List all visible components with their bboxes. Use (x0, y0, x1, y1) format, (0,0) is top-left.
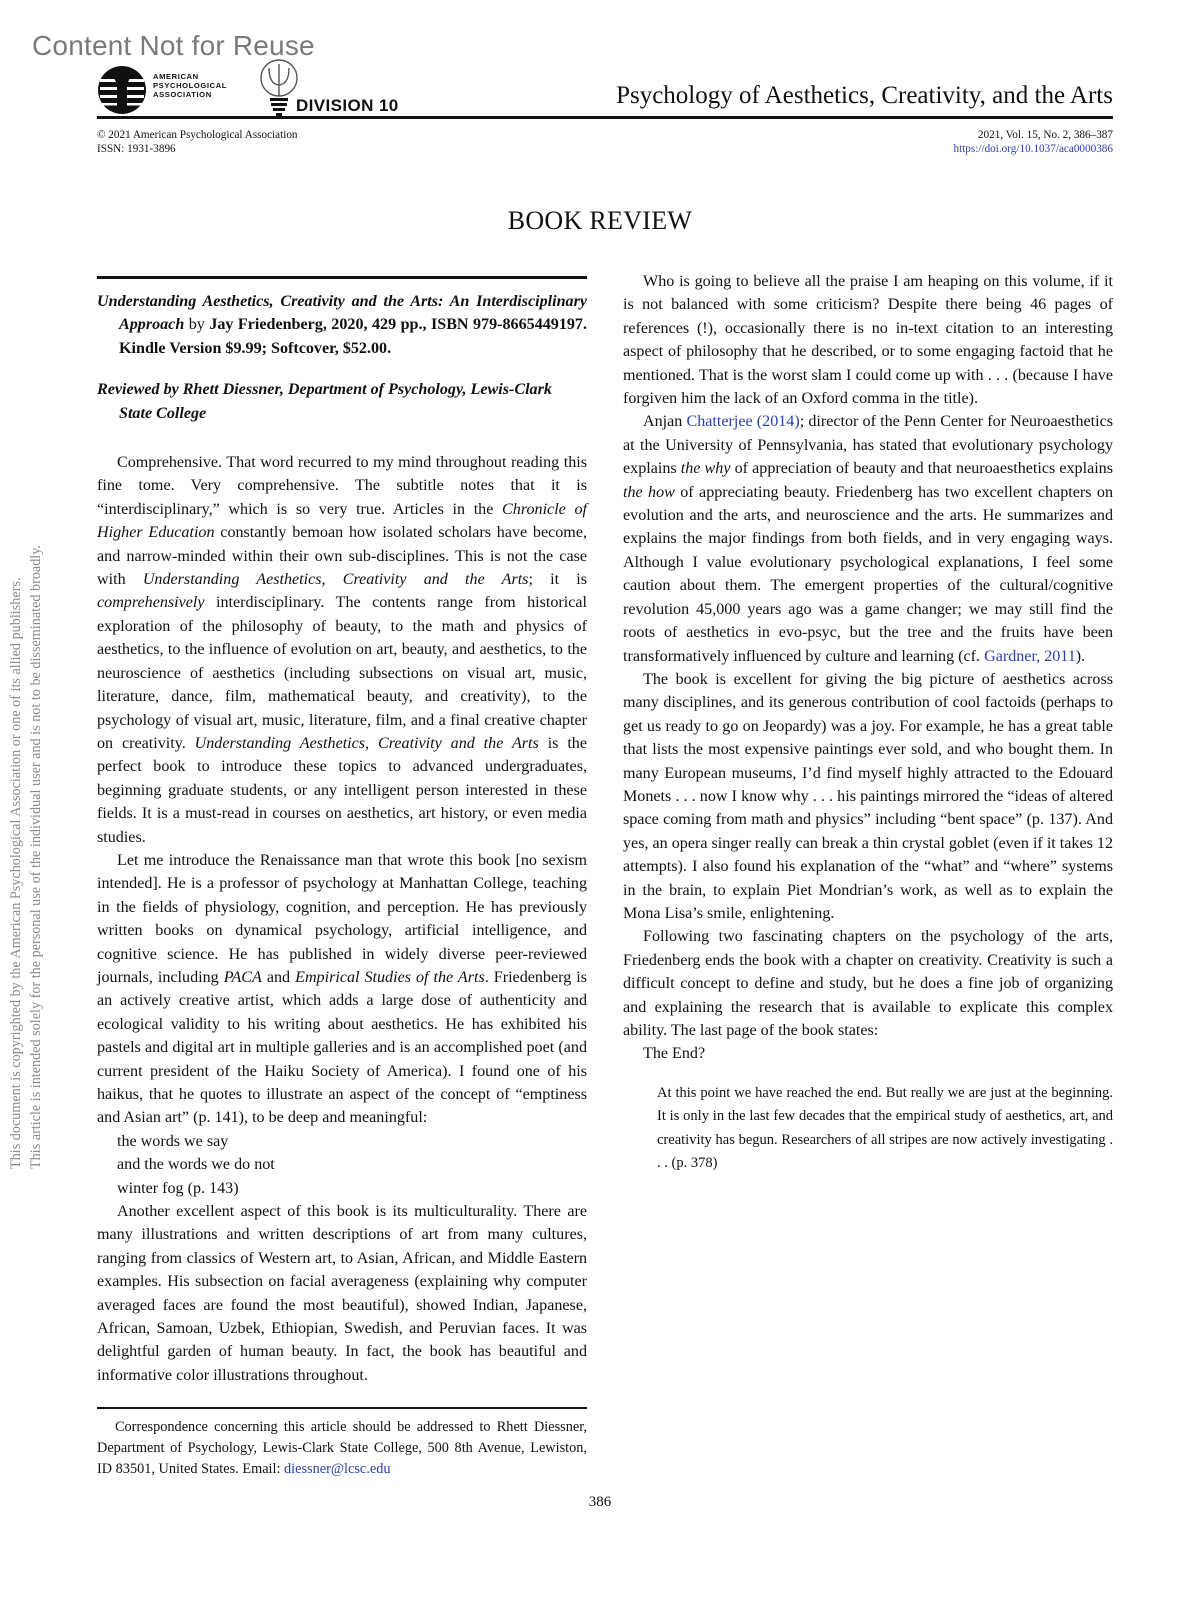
block-quote: At this point we have reached the end. But really we are just at the beginning. It is only in the last few decades that the empirical study of aesthetics, art, and creativity has begun. Researchers of all stripes are now actively investigating . . . (p. 378) (657, 1084, 1113, 1172)
copyright-notice-line-2: This article is intended solely for the personal use of the individual user and is not to be disseminated broadly. (28, 545, 44, 1169)
page-number: 386 (588, 1494, 612, 1510)
email-link[interactable]: diessner@lcsc.edu (284, 1461, 391, 1477)
paragraph-6: The book is excellent for giving the big picture of aesthetics across many disciplines, and its generous contribution of cool factoids (perhaps to get us ready to go on Jeopardy) was a joy. For example, he has a great table that lists the most expensive paintings ever sold, and who bought them. In many European museums, I’d find myself highly attracted to the Edouard Monets . . . now I know why . . . his paintings mirrored the “ideas of altered space coming from math and physics” including “bent space” (p. 137). And yes, an opera singer really can break a thin crystal goblet (even if it takes 12 attempts). I also found his explanation of the “what” and “where” systems in the brain, to explain Piet Mondrian’s work, as well as to explain the Mona Lisa’s smile, enlightening. (623, 670, 1113, 922)
book-citation (97, 290, 587, 360)
book-title: Understanding Aesthetics, Creativity and the Arts: An Interdisciplinary Approach (97, 293, 587, 334)
text-run: . Friedenberg is an actively creative artist, which adds a large dose of authenticity and ecological validity to his writing about aesthetics. He has exhibited his pastels and digital art in multiple galleries and is an accomplished poet (and current president of the Haiku Society of America). I found one of his haikus, that he quotes to illustrate an aspect of the concept of “emptiness and Asian art” (p. 141), to be deep and meaningful: (97, 968, 587, 1127)
volume-line: 2021, Vol. 15, No. 2, 386–387 (977, 129, 1113, 141)
footnote-text: Correspondence concerning this article should be addressed to Rhett Diessner, Department of Psychology, Lewis-Clark State College, 500 8th Avenue, Lewiston, ID 83501, United States. Email: (97, 1419, 587, 1477)
paragraph-8: The End? (643, 1045, 706, 1063)
italic-run: Understanding Aesthetics, Creativity and the Arts (142, 571, 529, 589)
haiku-line: the words we say (117, 1132, 229, 1150)
italic-run: comprehensively (97, 594, 205, 612)
text-run: ; it is (528, 571, 587, 589)
italic-run: Chronicle of Higher Education (97, 500, 588, 542)
haiku-line: winter fog (p. 143) (117, 1179, 239, 1197)
text-run: ). (1075, 647, 1086, 665)
correspondence-footnote (97, 1417, 587, 1480)
right-column-content (623, 270, 1113, 1175)
journal-title: Psychology of Aesthetics, Creativity, and the Arts (616, 82, 1113, 109)
text-run: interdisciplinary. The contents range from historical exploration of the philosophy of beauty, to the math and physics of aesthetics, to the influence of evolution on art, beauty, and aesthetics, to the neuroscience of aesthetics (including subsections on visual art, music, literature, dance, film, mathematical beauty, and creativity), to the psychology of visual art, music, literature, film, and a final creative chapter on creativity. (97, 594, 587, 752)
by-word: by (188, 316, 205, 334)
paragraph-3: Another excellent aspect of this book is its multiculturality. There are many illustrations and written descriptions of art from many cultures, ranging from classics of Western art, to Asian, African, and Middle Eastern examples. His subsection on facial averageness (explaining why computer averaged faces are found the most beautiful), showed Indian, Japanese, African, Samoan, Uzbek, Ethiopian, Swedish, and Peruvian faces. It was delightful garden of human beauty. In fact, the book has beautiful and informative color illustrations throughout. (97, 1203, 587, 1384)
citation-link[interactable]: Gardner, 2011 (984, 647, 1076, 665)
haiku (97, 1130, 587, 1200)
footnote-divider (97, 1407, 587, 1409)
text-run: Comprehensive. That word recurred to my mind throughout reading this fine tome. Very comprehensive. The subtitle notes that it is “interdisciplinary,” which is so very true. Articles in the (97, 454, 587, 518)
apa-name: AMERICAN PSYCHOLOGICAL ASSOCIATION (153, 72, 227, 99)
text-run: Let me introduce the Renaissance man that wrote this book [no sexism intended]. He is a professor of psychology at Manhattan College, teaching in the fields of physiology, cognition, and perception. He has previously written books on dynamical psychology, artificial intelligence, and cognitive science. He has published in widely diverse peer-reviewed journals, including (97, 851, 587, 986)
italic-run: the why (680, 460, 731, 478)
text-run: of appreciating beauty. Friedenberg has two excellent chapters on evolution and the arts, and neuroscience and the arts. He summarizes and explains the major findings from both fields, and in very engaging ways. Although I value evolutionary psychological explanations, I feel some caution about them. The emergent properties of the cultural/cognitive revolution 45,000 years ago was a game changer; we may still find the roots of aesthetics in evo-psyc, but the tree and the fruits have been transformatively influenced by culture and learning (cf. (623, 483, 1113, 665)
citation-link[interactable]: Chatterjee (2014) (686, 413, 800, 431)
left-column (97, 282, 587, 1387)
text-run: of appreciation of beauty and that neuroaesthetics explains (730, 460, 1113, 478)
italic-run: Understanding Aesthetics, Creativity and the Arts (194, 734, 539, 752)
reviewer-line: Reviewed by Rhett Diessner, Department of Psychology, Lewis-Clark State College (97, 381, 552, 422)
italic-run: Empirical Studies of the Arts (295, 968, 485, 986)
copyright-notice-line-1: This document is copyrighted by the American Psychological Association or one of its allied publishers. (8, 577, 24, 1169)
paragraph-5 (623, 410, 1113, 667)
publication-meta-left (97, 128, 298, 156)
text-run: ; director of the Penn Center for Neuroaesthetics at the University of Pennsylvania, has stated that evolutionary psychology explains (623, 413, 1114, 478)
italic-run: the how (623, 483, 675, 501)
text-run: constantly bemoan how isolated scholars have become, and narrow-minded within their own sub-disciplines. This is not the case with (97, 524, 587, 589)
publication-meta-right (953, 128, 1113, 156)
book-details: Jay Friedenberg, 2020, 429 pp., ISBN 979-8665449197. Kindle Version $9.99; Softcover, $52.00. (119, 316, 587, 357)
division-label: DIVISION 10 (296, 96, 399, 115)
paragraph-2 (97, 849, 587, 1130)
paragraph-7: Following two fascinating chapters on the psychology of the arts, Friedenberg ends the book with a chapter on creativity. Creativity is such a difficult concept to define and study, but he does a fine job of organizing and explaining the research that is available to explicate this complex ability. The last page of the book states: (623, 928, 1113, 1039)
issn-line: ISSN: 1931-3896 (97, 143, 176, 155)
text-run: is the perfect book to introduce these topics to advanced undergraduates, beginning graduate students, or any intelligent person interested in these fields. It is a must-read in courses on aesthetics, art history, or even media studies. (97, 734, 587, 846)
section-heading: BOOK REVIEW (507, 206, 693, 235)
copyright-line: © 2021 American Psychological Association (97, 129, 298, 141)
haiku-line: and the words we do not (117, 1156, 275, 1174)
header-divider (97, 116, 1113, 119)
text-run: Anjan (643, 413, 687, 431)
doi-link[interactable]: https://doi.org/10.1037/aca0000386 (953, 143, 1113, 155)
paragraph-1 (97, 451, 587, 849)
paragraph-4: Who is going to believe all the praise I am heaping on this volume, if it is not balanced with some criticism? Despite there being 46 pages of references (!), occasionally there is no in-text citation to an interesting aspect of philosophy that he described, or to some engaging factoid that he mentioned. That is the worst slam I could come up with . . . (because I have forgiven him the lack of an Oxford comma in the title). (623, 273, 1113, 408)
watermark-text: Content Not for Reuse (32, 30, 315, 61)
text-run: and (261, 968, 296, 986)
italic-run: PACA (223, 968, 262, 986)
